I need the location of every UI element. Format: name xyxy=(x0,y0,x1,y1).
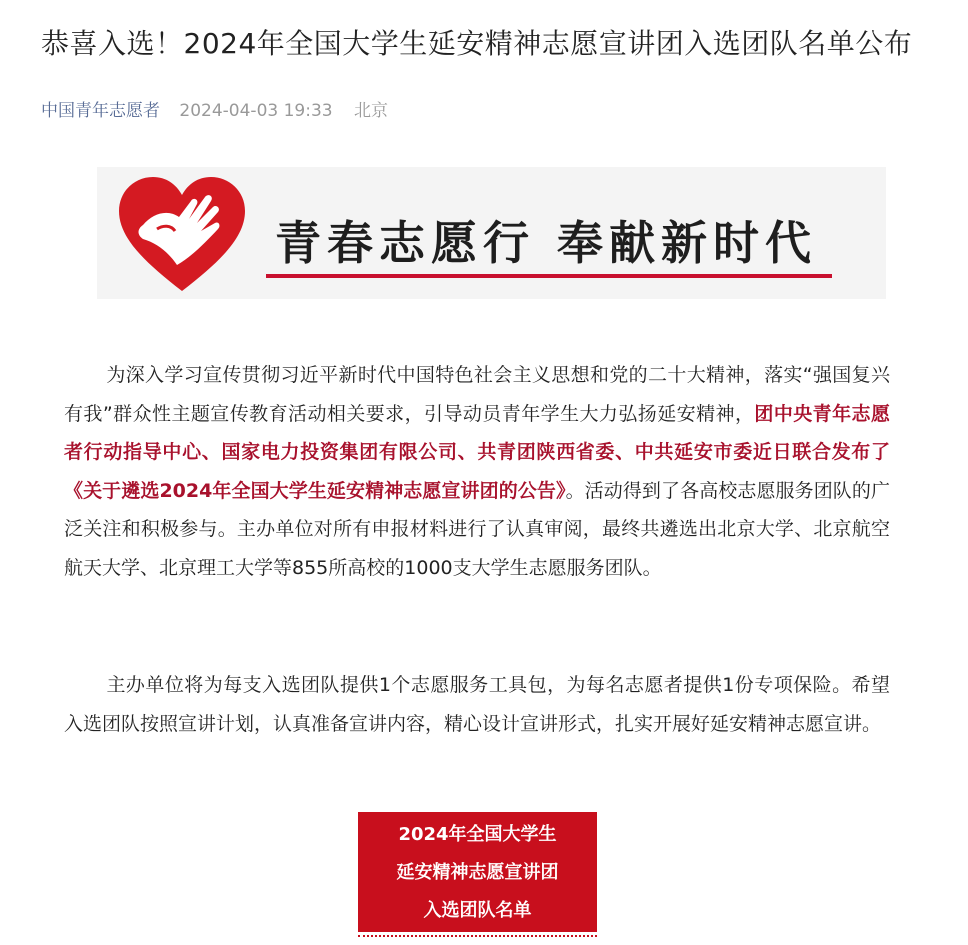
publish-date: 2024-04-03 19:33 xyxy=(179,101,333,121)
paragraph-2 xyxy=(64,666,890,743)
dotted-divider xyxy=(358,935,597,937)
article-title: 恭喜入选！2024年全国大学生延安精神志愿宣讲团入选团队名单公布 xyxy=(41,26,913,60)
banner-underline xyxy=(266,274,832,278)
paragraph-1-text-b: 。活动得到了各高校志愿服务团队的广泛关注和积极参与。主办单位对所有申报材料进行了认真审阅，最终共遴选出北京大学、北京航空航天大学、北京理工大学等855所高校的1000支大学生志愿服务团队。 xyxy=(64,479,890,579)
banner-slogan: 青春志愿行 奉献新时代 xyxy=(275,216,818,270)
paragraph-1-highlight: 团中央青年志愿者行动指导中心、国家电力投资集团有限公司、共青团陕西省委、中共延安市委近日联合发布了《关于遴选2024年全国大学生延安精神志愿宣讲团的公告》 xyxy=(64,402,890,502)
section-title-line-3: 入选团队名单 xyxy=(423,900,532,921)
publish-location: 北京 xyxy=(354,101,389,121)
paragraph-2-text: 主办单位将为每支入选团队提供1个志愿服务工具包，为每名志愿者提供1份专项保险。希望入选团队按照宣讲计划，认真准备宣讲内容，精心设计宣讲形式，扎实开展好延安精神志愿宣讲。 xyxy=(64,674,890,735)
section-title-box xyxy=(358,812,597,932)
article-meta xyxy=(41,97,388,125)
volunteer-heart-logo xyxy=(113,173,251,298)
section-title-line-1: 2024年全国大学生 xyxy=(398,824,557,845)
slogan-banner-image xyxy=(97,167,886,299)
paragraph-1-text-a: 为深入学习宣传贯彻习近平新时代中国特色社会主义思想和党的二十大精神，落实“强国复兴有我”群众性主题宣传教育活动相关要求，引导动员青年学生大力弘扬延安精神， xyxy=(64,364,890,425)
author-link[interactable]: 中国青年志愿者 xyxy=(41,101,160,121)
paragraph-1 xyxy=(64,356,890,587)
section-title-line-2: 延安精神志愿宣讲团 xyxy=(396,862,559,883)
